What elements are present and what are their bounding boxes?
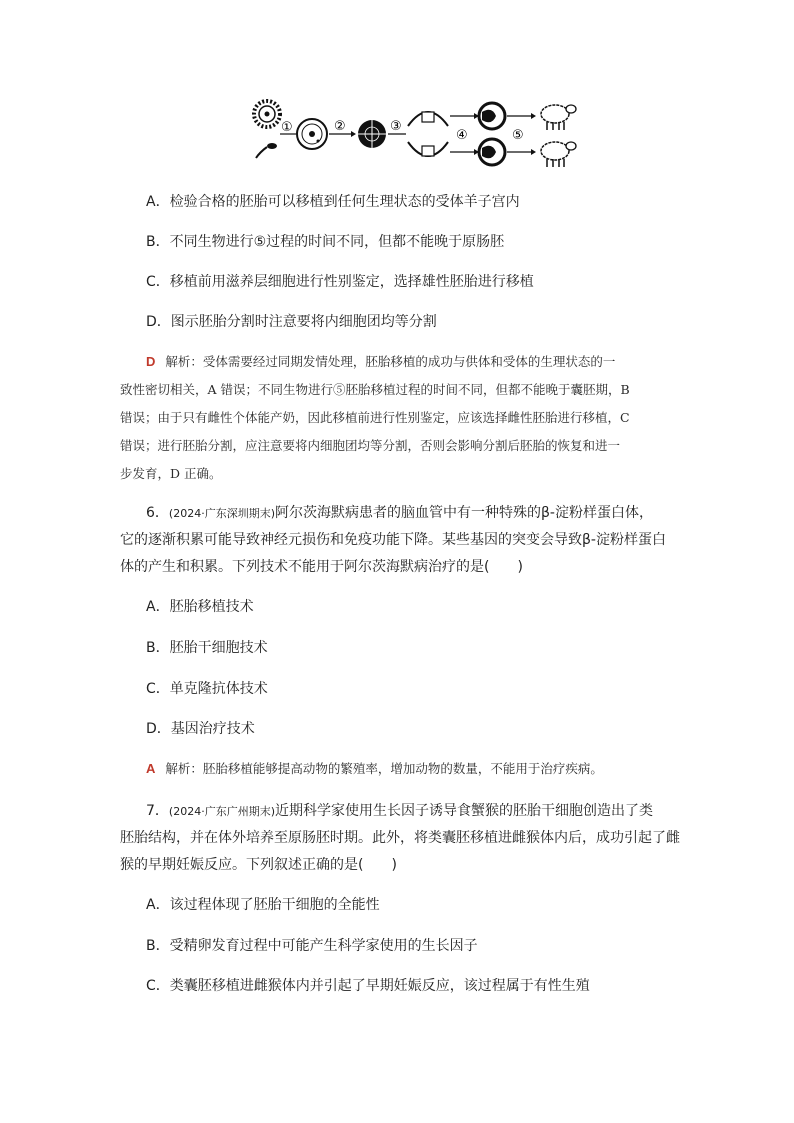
q5-explanation	[120, 348, 692, 488]
step-4-label: ④	[456, 128, 468, 143]
answer-badge: D	[146, 354, 156, 369]
question-source: (2024·广东深圳期末)	[168, 507, 275, 520]
q7-option-c[interactable]: C．类囊胚移植进雌猴体内并引起了早期妊娠反应，该过程属于有性生殖	[146, 978, 590, 994]
explanation-text: 步发育，D 正确。	[120, 466, 222, 481]
q6-option-c[interactable]: C．单克隆抗体技术	[146, 681, 268, 697]
q7-option-b[interactable]: B．受精卵发育过程中可能产生科学家使用的生长因子	[146, 938, 478, 954]
step-3-label: ③	[390, 119, 402, 134]
question-text: 近期科学家使用生长因子诱导食蟹猴的胚胎干细胞创造出了类	[275, 803, 653, 819]
q7-stem	[120, 798, 690, 879]
sheep-icon	[541, 105, 576, 130]
morula-icon	[358, 120, 386, 148]
q6-option-b[interactable]: B．胚胎干细胞技术	[146, 640, 268, 656]
question-text: 它的逐渐积累可能导致神经元损伤和免疫功能下降。某些基因的突变会导致β-淀粉样蛋白	[120, 532, 666, 548]
q7-option-a[interactable]: A．该过程体现了胚胎干细胞的全能性	[146, 897, 380, 913]
q5-option-a[interactable]: A．检验合格的胚胎可以移植到任何生理状态的受体羊子宫内	[146, 194, 520, 210]
question-source: (2024·广东广州期末)	[168, 805, 275, 818]
explanation-text: 胚胎移植能够提高动物的繁殖率，增加动物的数量，不能用于治疗疾病。	[202, 761, 603, 776]
question-text: 体的产生和积累。下列技术不能用于阿尔茨海默病治疗的是( )	[120, 559, 523, 575]
question-text: 阿尔茨海默病患者的脑血管中有一种特殊的β-淀粉样蛋白体，	[275, 505, 653, 521]
step-5-label: ⑤	[512, 128, 524, 143]
question-text: 胚胎结构，并在体外培养至原肠胚时期。此外，将类囊胚移植进雌猴体内后，成功引起了雌	[120, 830, 680, 846]
q5-option-d[interactable]: D．图示胚胎分割时注意要将内细胞团均等分割	[146, 314, 437, 330]
sheep-icon	[541, 142, 576, 167]
q6-stem	[120, 500, 690, 581]
answer-badge: A	[146, 761, 156, 776]
explanation-text: 错误；进行胚胎分割，应注意要将内细胞团均等分割，否则会影响分割后胚胎的恢复和进一	[120, 438, 621, 453]
explanation-label: 解析：	[165, 761, 203, 776]
zygote-icon	[297, 119, 327, 149]
q6-option-d[interactable]: D．基因治疗技术	[146, 721, 255, 737]
explanation-text: 错误；由于只有雌性个体能产奶，因此移植前进行性别鉴定，应该选择雌性胚胎进行移植，C	[120, 410, 630, 425]
blastocyst-icon	[479, 103, 505, 165]
embryo-split-icon	[408, 112, 448, 156]
step-2-label: ②	[334, 119, 346, 134]
q6-option-a[interactable]: A．胚胎移植技术	[146, 599, 254, 615]
explanation-text: 致性密切相关，A 错误；不同生物进行⑤胚胎移植过程的时间不同，但都不能晚于囊胚期，B	[120, 382, 630, 397]
sperm-icon	[256, 143, 277, 158]
oocyte-icon	[254, 101, 280, 127]
question-number: 6．	[146, 505, 169, 521]
step-1-label: ①	[281, 120, 293, 135]
q5-option-c[interactable]: C．移植前用滋养层细胞进行性别鉴定，选择雄性胚胎进行移植	[146, 274, 534, 290]
question-number: 7．	[146, 803, 169, 819]
explanation-text: 受体需要经过同期发情处理，胚胎移植的成功与供体和受体的生理状态的一	[202, 354, 616, 369]
embryo-transfer-diagram	[250, 94, 580, 172]
question-text: 猴的早期妊娠反应。下列叙述正确的是( )	[120, 857, 397, 873]
q6-explanation	[120, 755, 692, 783]
explanation-label: 解析：	[165, 354, 203, 369]
q5-option-b[interactable]: B．不同生物进行⑤过程的时间不同，但都不能晚于原肠胚	[146, 234, 505, 250]
